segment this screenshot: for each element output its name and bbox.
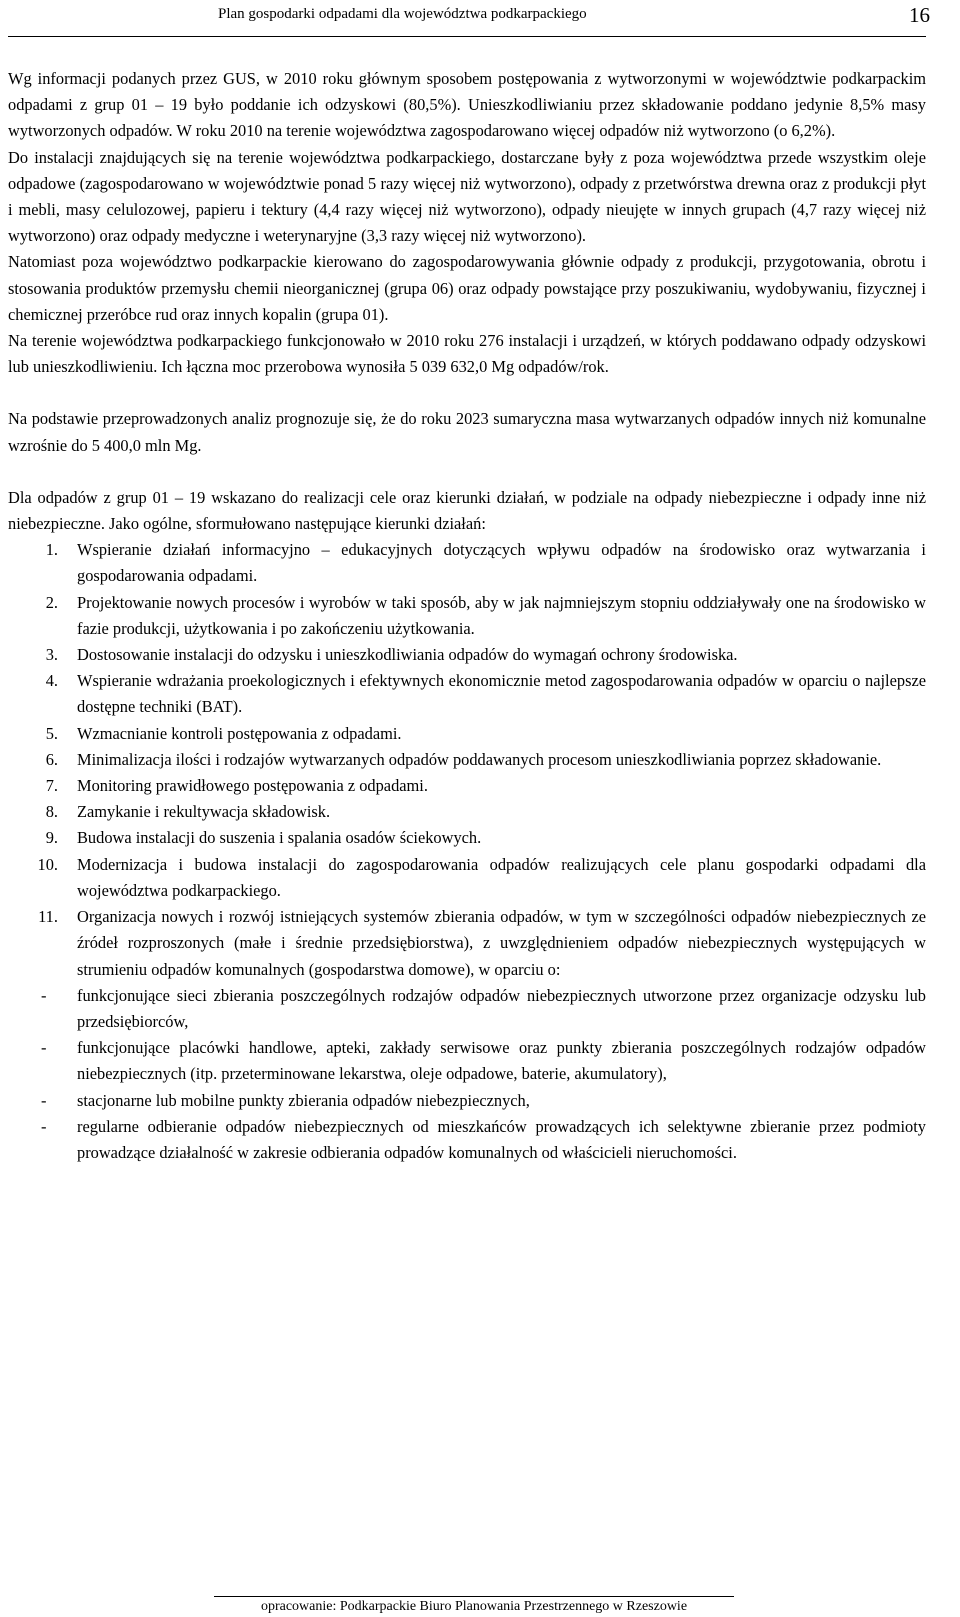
header-title: Plan gospodarki odpadami dla województwa podkarpackiego <box>218 6 587 22</box>
page-number: 16 <box>909 3 930 27</box>
list-item <box>8 668 926 720</box>
dash-item <box>8 983 926 1035</box>
list-item-text: Wspieranie wdrażania proekologicznych i efektywnych ekonomicznie metod zagospodarowania odpadów w oparciu o najlepsze dostępne techniki (BAT). <box>77 671 926 717</box>
dash-item-text: funkcjonujące placówki handlowe, apteki, zakłady serwisowe oraz punkty zbierania poszczególnych rodzajów odpadów niebezpiecznych (itp. przeterminowane lekarstwa, oleje odpadowe, baterie, akumulatory), <box>77 1038 926 1084</box>
list-item-number: 2 . <box>8 590 58 616</box>
list-item-text: Minimalizacja ilości i rodzajów wytwarzanych odpadów poddawanych procesom unieszkodliwiania poprzez składowanie. <box>77 749 882 769</box>
dash-bullet <box>41 1035 46 1061</box>
dash-item-text: stacjonarne lub mobilne punkty zbierania odpadów niebezpiecznych, <box>77 1090 530 1110</box>
page-header <box>8 0 930 37</box>
page-footer: opracowanie: Podkarpackie Biuro Planowania Przestrzennego w Rzeszowie <box>214 1596 734 1615</box>
list-item <box>8 904 926 983</box>
list-item-number: 5 . <box>8 721 58 747</box>
dash-bullet <box>41 983 46 1009</box>
list-item <box>8 747 926 773</box>
list-item-text: Organizacja nowych i rozwój istniejących systemów zbierania odpadów, w tym w szczególności odpadów niebezpiecznych ze źródeł rozproszonych (małe i średnie przedsiębiorstwa), z uwzględnieniem odpadów niebezpiecznych występujących w strumieniu odpadów komunalnych (gospodarstwa domowe), w oparciu o: <box>77 907 926 979</box>
dash-item <box>8 1035 926 1087</box>
paragraph-installations: Na terenie województwa podkarpackiego funkcjonowało w 2010 roku 276 instalacji i urządzeń, w których poddawano odpady odzyskowi lub unieszkodliwieniu. Ich łączna moc przerobowa wynosiła 5 039 632,0 Mg odpadów/rok. <box>8 331 926 377</box>
list-item-number: 8 . <box>8 799 58 825</box>
paragraph-directions-intro: Dla odpadów z grup 01 – 19 wskazano do realizacji cele oraz kierunki działań, w podziale na odpady niebezpieczne i odpady inne niż niebezpieczne. Jako ogólne, sformułowano następujące kierunki działań: <box>8 487 926 534</box>
paragraph-imported-waste: Do instalacji znajdujących się na terenie województwa podkarpackiego, dostarczane były z poza województwa przede wszystkim oleje odpadowe (zagospodarowano w województwie ponad 5 razy więcej niż wytworzono), odpady z przetwórstwa drewna oraz z produkcji płyt i mebli, masy celulozowej, papieru i tektury (4,4 razy więcej niż wytworzono), odpady nieujęte w innych grupach (4,7 razy więcej niż wytworzono) oraz odpady medyczne i weterynaryjne (3,3 razy więcej niż wytworzono). <box>8 147 926 246</box>
spacer <box>8 459 926 485</box>
list-item-text: Monitoring prawidłowego postępowania z odpadami. <box>77 776 428 796</box>
dash-bullet <box>41 1114 46 1140</box>
list-item <box>8 825 926 851</box>
list-item-number: 3 . <box>8 642 58 668</box>
list-item <box>8 721 926 747</box>
list-item-number: 6 . <box>8 747 58 773</box>
dash-item <box>8 1114 926 1166</box>
dash-bullet <box>41 1088 46 1114</box>
list-item-text: Budowa instalacji do suszenia i spalania osadów ściekowych. <box>77 828 482 848</box>
list-item-text: Projektowanie nowych procesów i wyrobów w taki sposób, aby w jak najmniejszym stopniu oddziaływały one na środowisko w fazie produkcji, użytkowania i po zakończeniu użytkowania. <box>77 592 926 638</box>
list-item-number: 10 . <box>8 852 58 878</box>
paragraph-forecast: Na podstawie przeprowadzonych analiz prognozuje się, że do roku 2023 sumaryczna masa wytwarzanych odpadów innych niż komunalne wzrośnie do 5 400,0 mln Mg. <box>8 409 926 455</box>
list-item <box>8 773 926 799</box>
list-item-number: 1 . <box>8 537 58 563</box>
dash-item-text: funkcjonujące sieci zbierania poszczególnych rodzajów odpadów niebezpiecznych utworzone przez organizacje odzysku lub przedsiębiorców, <box>77 985 926 1031</box>
list-item-text: Zamykanie i rekultywacja składowisk. <box>77 802 331 822</box>
list-item <box>8 799 926 825</box>
dash-item-text: regularne odbieranie odpadów niebezpiecznych od mieszkańców prowadzących ich selektywne zbieranie przez podmioty prowadzące działalność w zakresie odbierania odpadów komunalnych od właścicieli nieruchomości. <box>77 1116 926 1162</box>
list-item-text: Modernizacja i budowa instalacji do zagospodarowania odpadów realizujących cele planu gospodarki odpadami dla województwa podkarpackiego. <box>77 854 926 900</box>
paragraph-exported-waste: Natomiast poza województwo podkarpackie kierowano do zagospodarowywania głównie odpady z produkcji, przygotowania, obrotu i stosowania produktów przemysłu chemii nieorganicznej (grupa 06) oraz odpady powstające przy poszukiwaniu, wydobywaniu, fizycznej i chemicznej przeróbce rud oraz innych kopalin (grupa 01). <box>8 252 926 324</box>
list-item <box>8 852 926 904</box>
list-item <box>8 642 926 668</box>
document-body <box>8 66 926 1166</box>
list-item-text: Wzmacnianie kontroli postępowania z odpadami. <box>77 723 402 743</box>
list-item-number: 11 . <box>8 904 58 930</box>
dash-item <box>8 1088 926 1114</box>
directions-list <box>8 537 926 982</box>
list-item-number: 7 . <box>8 773 58 799</box>
list-item-number: 9 . <box>8 825 58 851</box>
list-item <box>8 537 926 589</box>
paragraph-gus-info: Wg informacji podanych przez GUS, w 2010 roku głównym sposobem postępowania z wytworzonymi w województwie podkarpackim odpadami z grup 01 – 19 było poddanie ich odzyskowi (80,5%). Unieszkodliwianiu przez składowanie poddano jedynie 8,5% masy wytworzonych odpadów. W roku 2010 na terenie województwa zagospodarowano więcej odpadów niż wytworzono (o 6,2%). <box>8 69 926 141</box>
list-item-number: 4 . <box>8 668 58 694</box>
list-item <box>8 590 926 642</box>
list-item-text: Dostosowanie instalacji do odzysku i unieszkodliwiania odpadów do wymagań ochrony środowiska. <box>77 645 738 665</box>
collection-points-list <box>8 983 926 1166</box>
list-item-text: Wspieranie działań informacyjno – edukacyjnych dotyczących wpływu odpadów na środowisko oraz wytwarzania i gospodarowania odpadami. <box>77 540 926 586</box>
spacer <box>8 380 926 406</box>
